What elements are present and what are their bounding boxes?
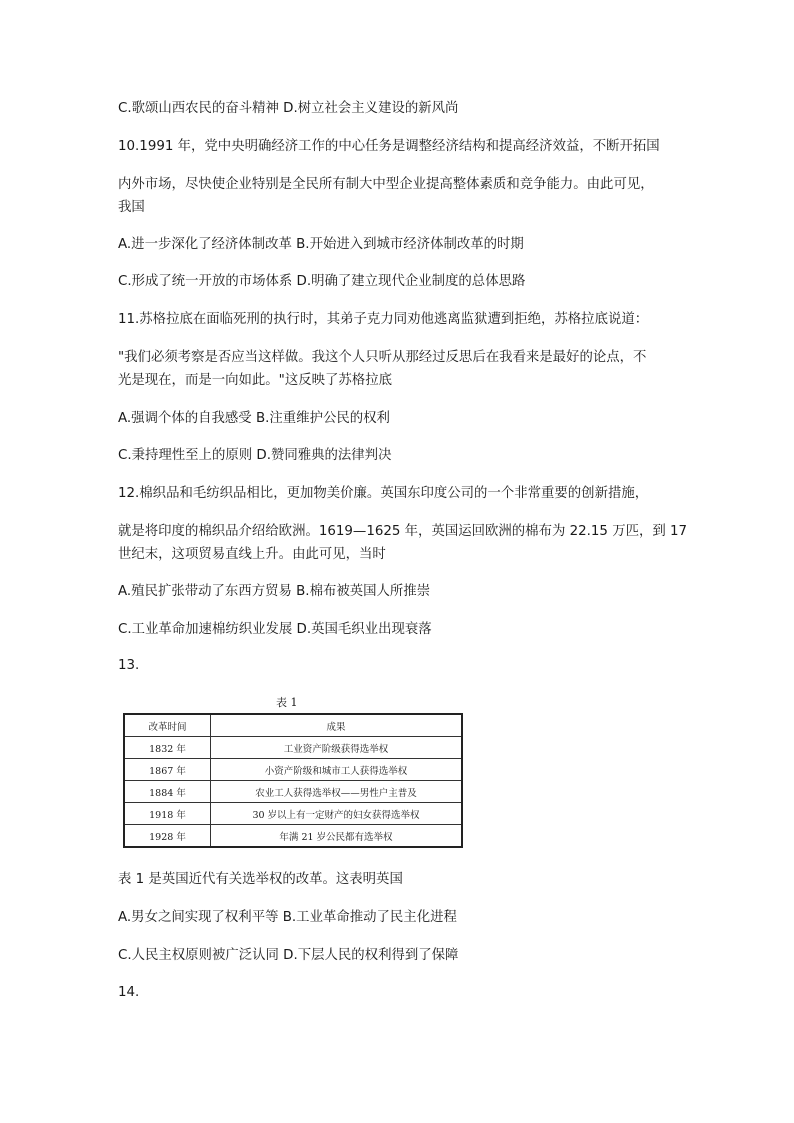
question-12-line-1: 12.棉织品和毛纺织品相比，更加物美价廉。英国东印度公司的一个非常重要的创新措施， (118, 486, 649, 501)
table-cell-year: 1832 年 (124, 737, 211, 759)
question-12-options-ab: A.殖民扩张带动了东西方贸易 B.棉布被英国人所推崇 (118, 584, 431, 599)
question-13-stem: 表 1 是英国近代有关选举权的改革。这表明英国 (118, 872, 403, 887)
table-header-result: 成果 (211, 714, 463, 737)
suffrage-reform-table (123, 713, 463, 848)
table-cell-result: 30 岁以上有一定财产的妇女获得选举权 (211, 803, 463, 825)
question-12-options-cd: C.工业革命加速棉纺织业发展 D.英国毛织业出现衰落 (118, 622, 432, 637)
question-12-line-3: 世纪末，这项贸易直线上升。由此可见，当时 (118, 547, 386, 562)
question-11-line-3: 光是现在，而是一向如此。"这反映了苏格拉底 (118, 373, 392, 388)
table-row (124, 737, 462, 759)
table-row (124, 825, 462, 848)
question-11-line-1: 11.苏格拉底在面临死刑的执行时，其弟子克力同劝他逃离监狱遭到拒绝，苏格拉底说道： (118, 312, 649, 327)
question-13-options-cd: C.人民主权原则被广泛认同 D.下层人民的权利得到了保障 (118, 948, 459, 963)
table-cell-year: 1928 年 (124, 825, 211, 848)
table-cell-year: 1918 年 (124, 803, 211, 825)
table-cell-result: 农业工人获得选举权——男性户主普及 (211, 781, 463, 803)
question-11-options-ab: A.强调个体的自我感受 B.注重维护公民的权利 (118, 411, 390, 426)
question-12-line-2: 就是将印度的棉织品介绍给欧洲。1619—1625 年，英国运回欧洲的棉布为 22.15 万匹，到 17 (118, 524, 688, 539)
table-cell-result: 工业资产阶级获得选举权 (211, 737, 463, 759)
table-cell-year: 1884 年 (124, 781, 211, 803)
table-row (124, 759, 462, 781)
question-10-line-3: 我国 (118, 200, 145, 215)
question-10-line-1: 10.1991 年，党中央明确经济工作的中心任务是调整经济结构和提高经济效益，不断开拓国 (118, 139, 660, 154)
question-13-options-ab: A.男女之间实现了权利平等 B.工业革命推动了民主化进程 (118, 910, 457, 925)
question-10-options-ab: A.进一步深化了经济体制改革 B.开始进入到城市经济体制改革的时期 (118, 237, 524, 252)
table-cell-result: 小资产阶级和城市工人获得选举权 (211, 759, 463, 781)
question-10-options-cd: C.形成了统一开放的市场体系 D.明确了建立现代企业制度的总体思路 (118, 274, 526, 289)
question-11-line-2: "我们必须考察是否应当这样做。我这个人只听从那经过反思后在我看来是最好的论点，不 (118, 350, 647, 365)
question-11-options-cd: C.秉持理性至上的原则 D.赞同雅典的法律判决 (118, 448, 392, 463)
question-13-number: 13. (118, 658, 140, 673)
table-cell-result: 年满 21 岁公民都有选举权 (211, 825, 463, 848)
question-14-number: 14. (118, 985, 140, 1000)
table-header-row (124, 714, 462, 737)
table-cell-year: 1867 年 (124, 759, 211, 781)
question-10-line-2: 内外市场，尽快使企业特别是全民所有制大中型企业提高整体素质和竞争能力。由此可见， (118, 177, 654, 192)
table-header-time: 改革时间 (124, 714, 211, 737)
text-line-1: C.歌颂山西农民的奋斗精神 D.树立社会主义建设的新风尚 (118, 101, 459, 116)
table-caption: 表 1 (276, 696, 298, 709)
table-row (124, 781, 462, 803)
table-row (124, 803, 462, 825)
